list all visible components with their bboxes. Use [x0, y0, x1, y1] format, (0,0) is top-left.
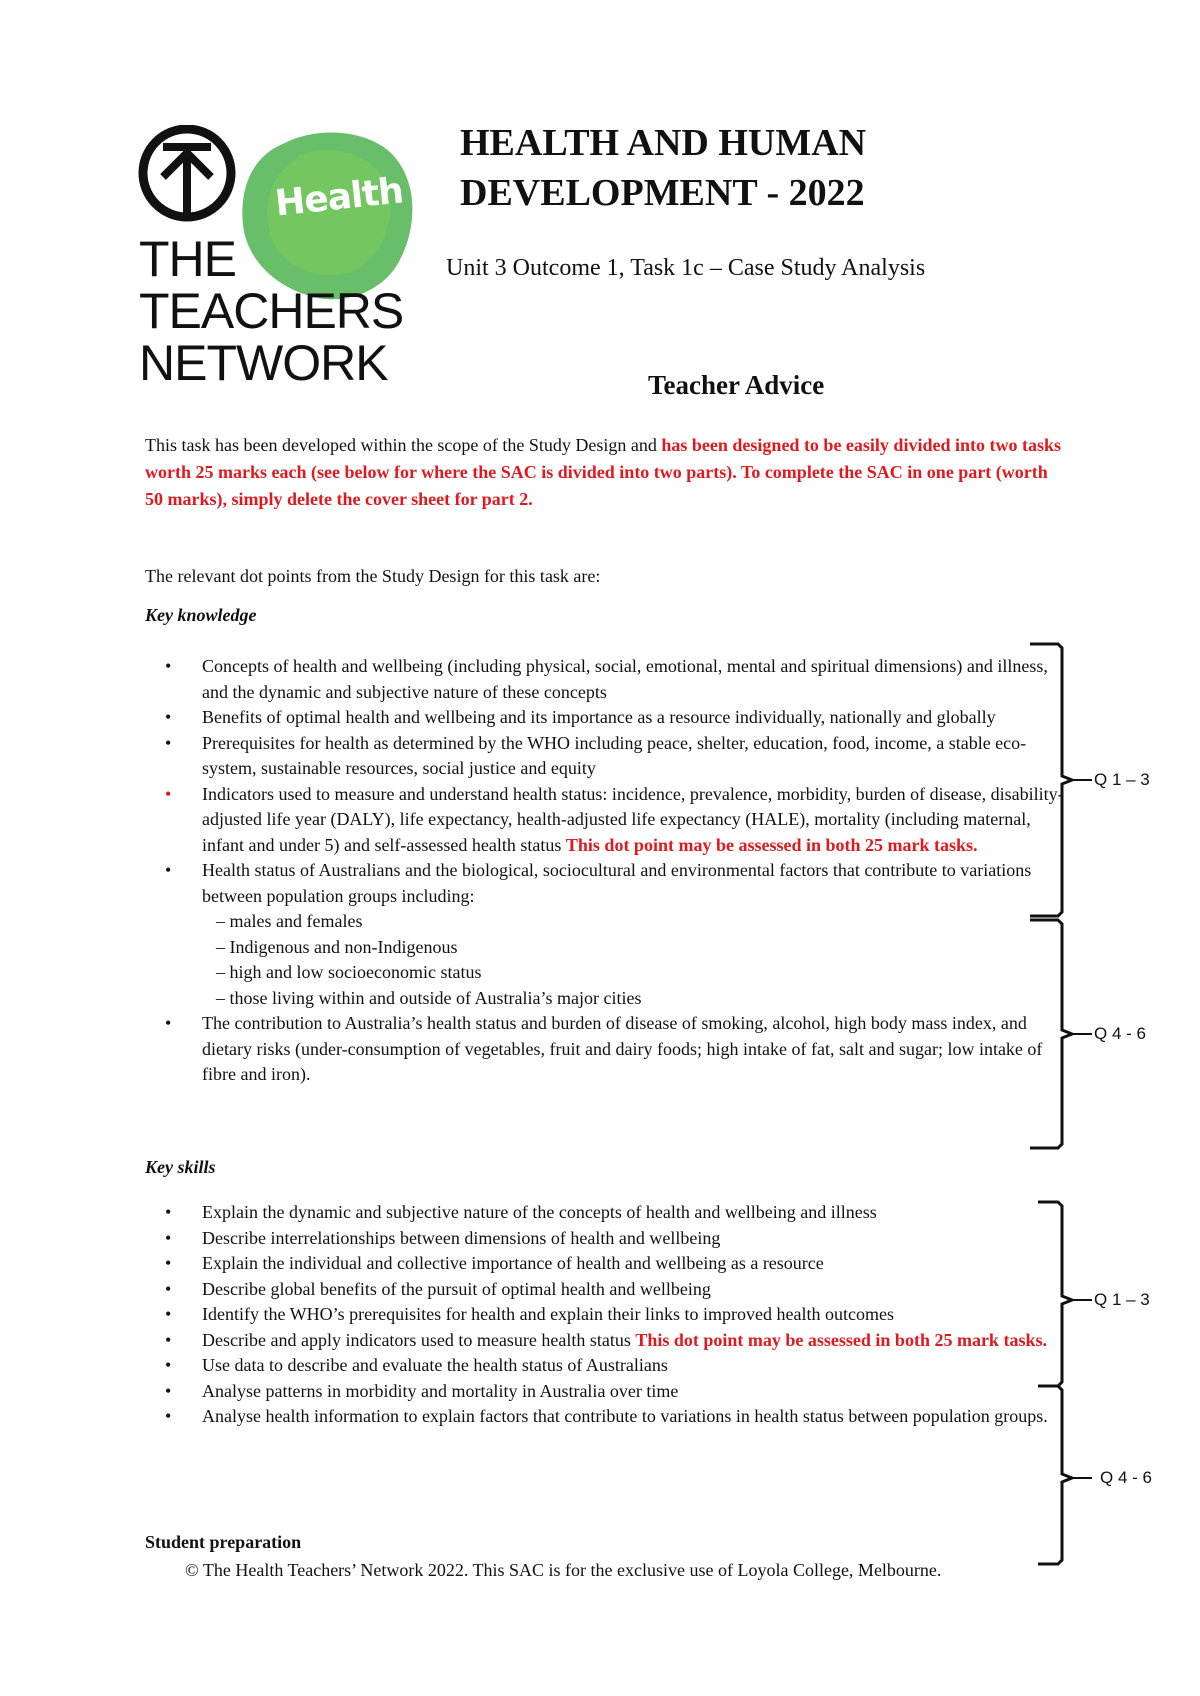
key-knowledge-sub-item: – males and females	[216, 911, 363, 931]
copyright-footer: © The Health Teachers’ Network 2022. This SAC is for the exclusive use of Loyola College, Melbourne.	[185, 1560, 942, 1580]
key-skills-item	[145, 1328, 1065, 1354]
key-knowledge-sub-item: – Indigenous and non-Indigenous	[216, 936, 458, 957]
key-knowledge-sub-item: – high and low socioeconomic status	[216, 962, 482, 982]
key-knowledge-item	[145, 858, 1065, 1011]
ks-brace-2	[1038, 1386, 1072, 1564]
key-knowledge-item-text: Health status of Australians and the biological, sociocultural and environmental factors that contribute to variations between population groups including:	[202, 860, 1032, 906]
key-knowledge-item	[145, 1011, 1065, 1088]
document-subtitle: Unit 3 Outcome 1, Task 1c – Case Study Analysis	[446, 255, 926, 281]
bullet-icon: •	[165, 860, 172, 880]
bullet-icon: •	[165, 732, 172, 753]
bullet-icon: •	[165, 1202, 172, 1222]
bullet-icon: •	[165, 656, 172, 676]
bullet-icon: •	[165, 1380, 172, 1401]
key-knowledge-list	[145, 654, 1065, 1088]
bullet-icon: •	[165, 1253, 172, 1273]
key-skills-item-text: Analyse patterns in morbidity and mortality in Australia over time	[202, 1380, 679, 1401]
key-skills-item-text: Describe and apply indicators used to measure health status	[202, 1329, 636, 1350]
bullet-icon: •	[165, 1278, 172, 1299]
key-skills-item-text: Identify the WHO’s prerequisites for health and explain their links to improved health outcomes	[202, 1304, 894, 1324]
key-skills-item	[145, 1277, 1065, 1303]
key-skills-heading: Key skills	[145, 1157, 216, 1177]
key-knowledge-item	[145, 731, 1065, 782]
kk-brace-2	[1030, 920, 1072, 1148]
key-skills-item-text: Explain the dynamic and subjective nature of the concepts of health and wellbeing and illness	[202, 1202, 877, 1222]
key-knowledge-item	[145, 654, 1065, 705]
key-skills-item-text: Analyse health information to explain factors that contribute to variations in health status between population groups.	[202, 1406, 1048, 1426]
key-skills-item-note: This dot point may be assessed in both 25 mark tasks.	[635, 1329, 1047, 1350]
key-skills-item-text: Describe global benefits of the pursuit of optimal health and wellbeing	[202, 1278, 711, 1299]
key-skills-item-text: Explain the individual and collective importance of health and wellbeing as a resource	[202, 1253, 824, 1273]
document-title	[460, 118, 1050, 218]
key-knowledge-item	[145, 705, 1065, 731]
key-knowledge-item-text: Indicators used to measure and understand health status: incidence, prevalence, morbidity, burden of disease, disability-adjusted life year (DALY), life expectancy, health-adjusted life expectancy (HALE), mortality (including maternal, infant and under 5) and self-assessed health status	[202, 783, 1064, 855]
kk-brace-1	[1030, 644, 1072, 916]
key-skills-item	[145, 1302, 1065, 1328]
ks-brace-2-label: Q 4 - 6	[1100, 1468, 1152, 1487]
key-knowledge-item-note: This dot point may be assessed in both 25 mark tasks.	[565, 834, 978, 855]
key-skills-item	[145, 1226, 1065, 1252]
bullet-icon: •	[165, 1227, 172, 1248]
kk-brace-1-label: Q 1 – 3	[1094, 770, 1150, 789]
key-skills-item	[145, 1379, 1065, 1405]
bullet-icon: •	[165, 1355, 172, 1375]
key-skills-item	[145, 1200, 1065, 1226]
logo-line-the: THE	[139, 231, 236, 287]
key-knowledge-item-text: Benefits of optimal health and wellbeing and its importance as a resource individually, nationally and globally	[202, 707, 996, 727]
key-knowledge-sub-item: – those living within and outside of Australia’s major cities	[216, 987, 642, 1008]
key-skills-list	[145, 1200, 1065, 1430]
ks-brace-1	[1038, 1202, 1072, 1386]
key-skills-item	[145, 1404, 1065, 1430]
key-skills-item	[145, 1353, 1065, 1379]
intro-highlight-text: has been designed to be easily divided into two tasks worth 25 marks each (see below for where the SAC is divided into two parts). To complete the SAC in one part (worth 50 marks), simply delete the cover sheet for part 2.	[145, 435, 1061, 509]
key-knowledge-item	[145, 782, 1065, 859]
kk-brace-2-label: Q 4 - 6	[1094, 1024, 1146, 1043]
teachers-network-logo	[135, 125, 435, 405]
relevant-dot-points-text: The relevant dot points from the Study Design for this task are:	[145, 566, 601, 586]
intro-plain-text: This task has been developed within the scope of the Study Design and	[145, 435, 662, 455]
student-preparation-heading: Student preparation	[145, 1532, 302, 1552]
key-skills-item-text: Describe interrelationships between dimensions of health and wellbeing	[202, 1227, 721, 1248]
key-skills-item-text: Use data to describe and evaluate the health status of Australians	[202, 1355, 668, 1375]
key-knowledge-item-text: Prerequisites for health as determined by the WHO including peace, shelter, education, food, income, a stable eco-system, sustainable resources, social justice and equity	[202, 732, 1027, 778]
bullet-icon: •	[165, 1013, 172, 1033]
logo-line-network: NETWORK	[139, 335, 388, 391]
bullet-icon: •	[165, 707, 172, 727]
bullet-icon: •	[165, 1406, 172, 1426]
intro-paragraph	[145, 432, 1065, 513]
ks-brace-1-label: Q 1 – 3	[1094, 1290, 1150, 1309]
logo-line-teachers: TEACHERS	[139, 283, 404, 339]
key-skills-item	[145, 1251, 1065, 1277]
title-line-1: HEALTH AND HUMAN	[460, 122, 867, 164]
bullet-icon: •	[165, 783, 172, 804]
title-line-2: DEVELOPMENT - 2022	[460, 172, 865, 214]
bullet-icon: •	[165, 1329, 172, 1350]
bullet-icon: •	[165, 1304, 172, 1324]
teacher-advice-heading: Teacher Advice	[648, 370, 825, 400]
key-knowledge-item-text: Concepts of health and wellbeing (including physical, social, emotional, mental and spiritual dimensions) and illness, and the dynamic and subjective nature of these concepts	[202, 656, 1048, 702]
key-knowledge-heading: Key knowledge	[145, 605, 257, 625]
key-knowledge-item-text: The contribution to Australia’s health status and burden of disease of smoking, alcohol, high body mass index, and dietary risks (under-consumption of vegetables, fruit and dairy foods; high intake of fat, salt and sugar; low intake of fibre and iron).	[202, 1013, 1043, 1084]
logo-health-label: Health	[273, 170, 405, 225]
